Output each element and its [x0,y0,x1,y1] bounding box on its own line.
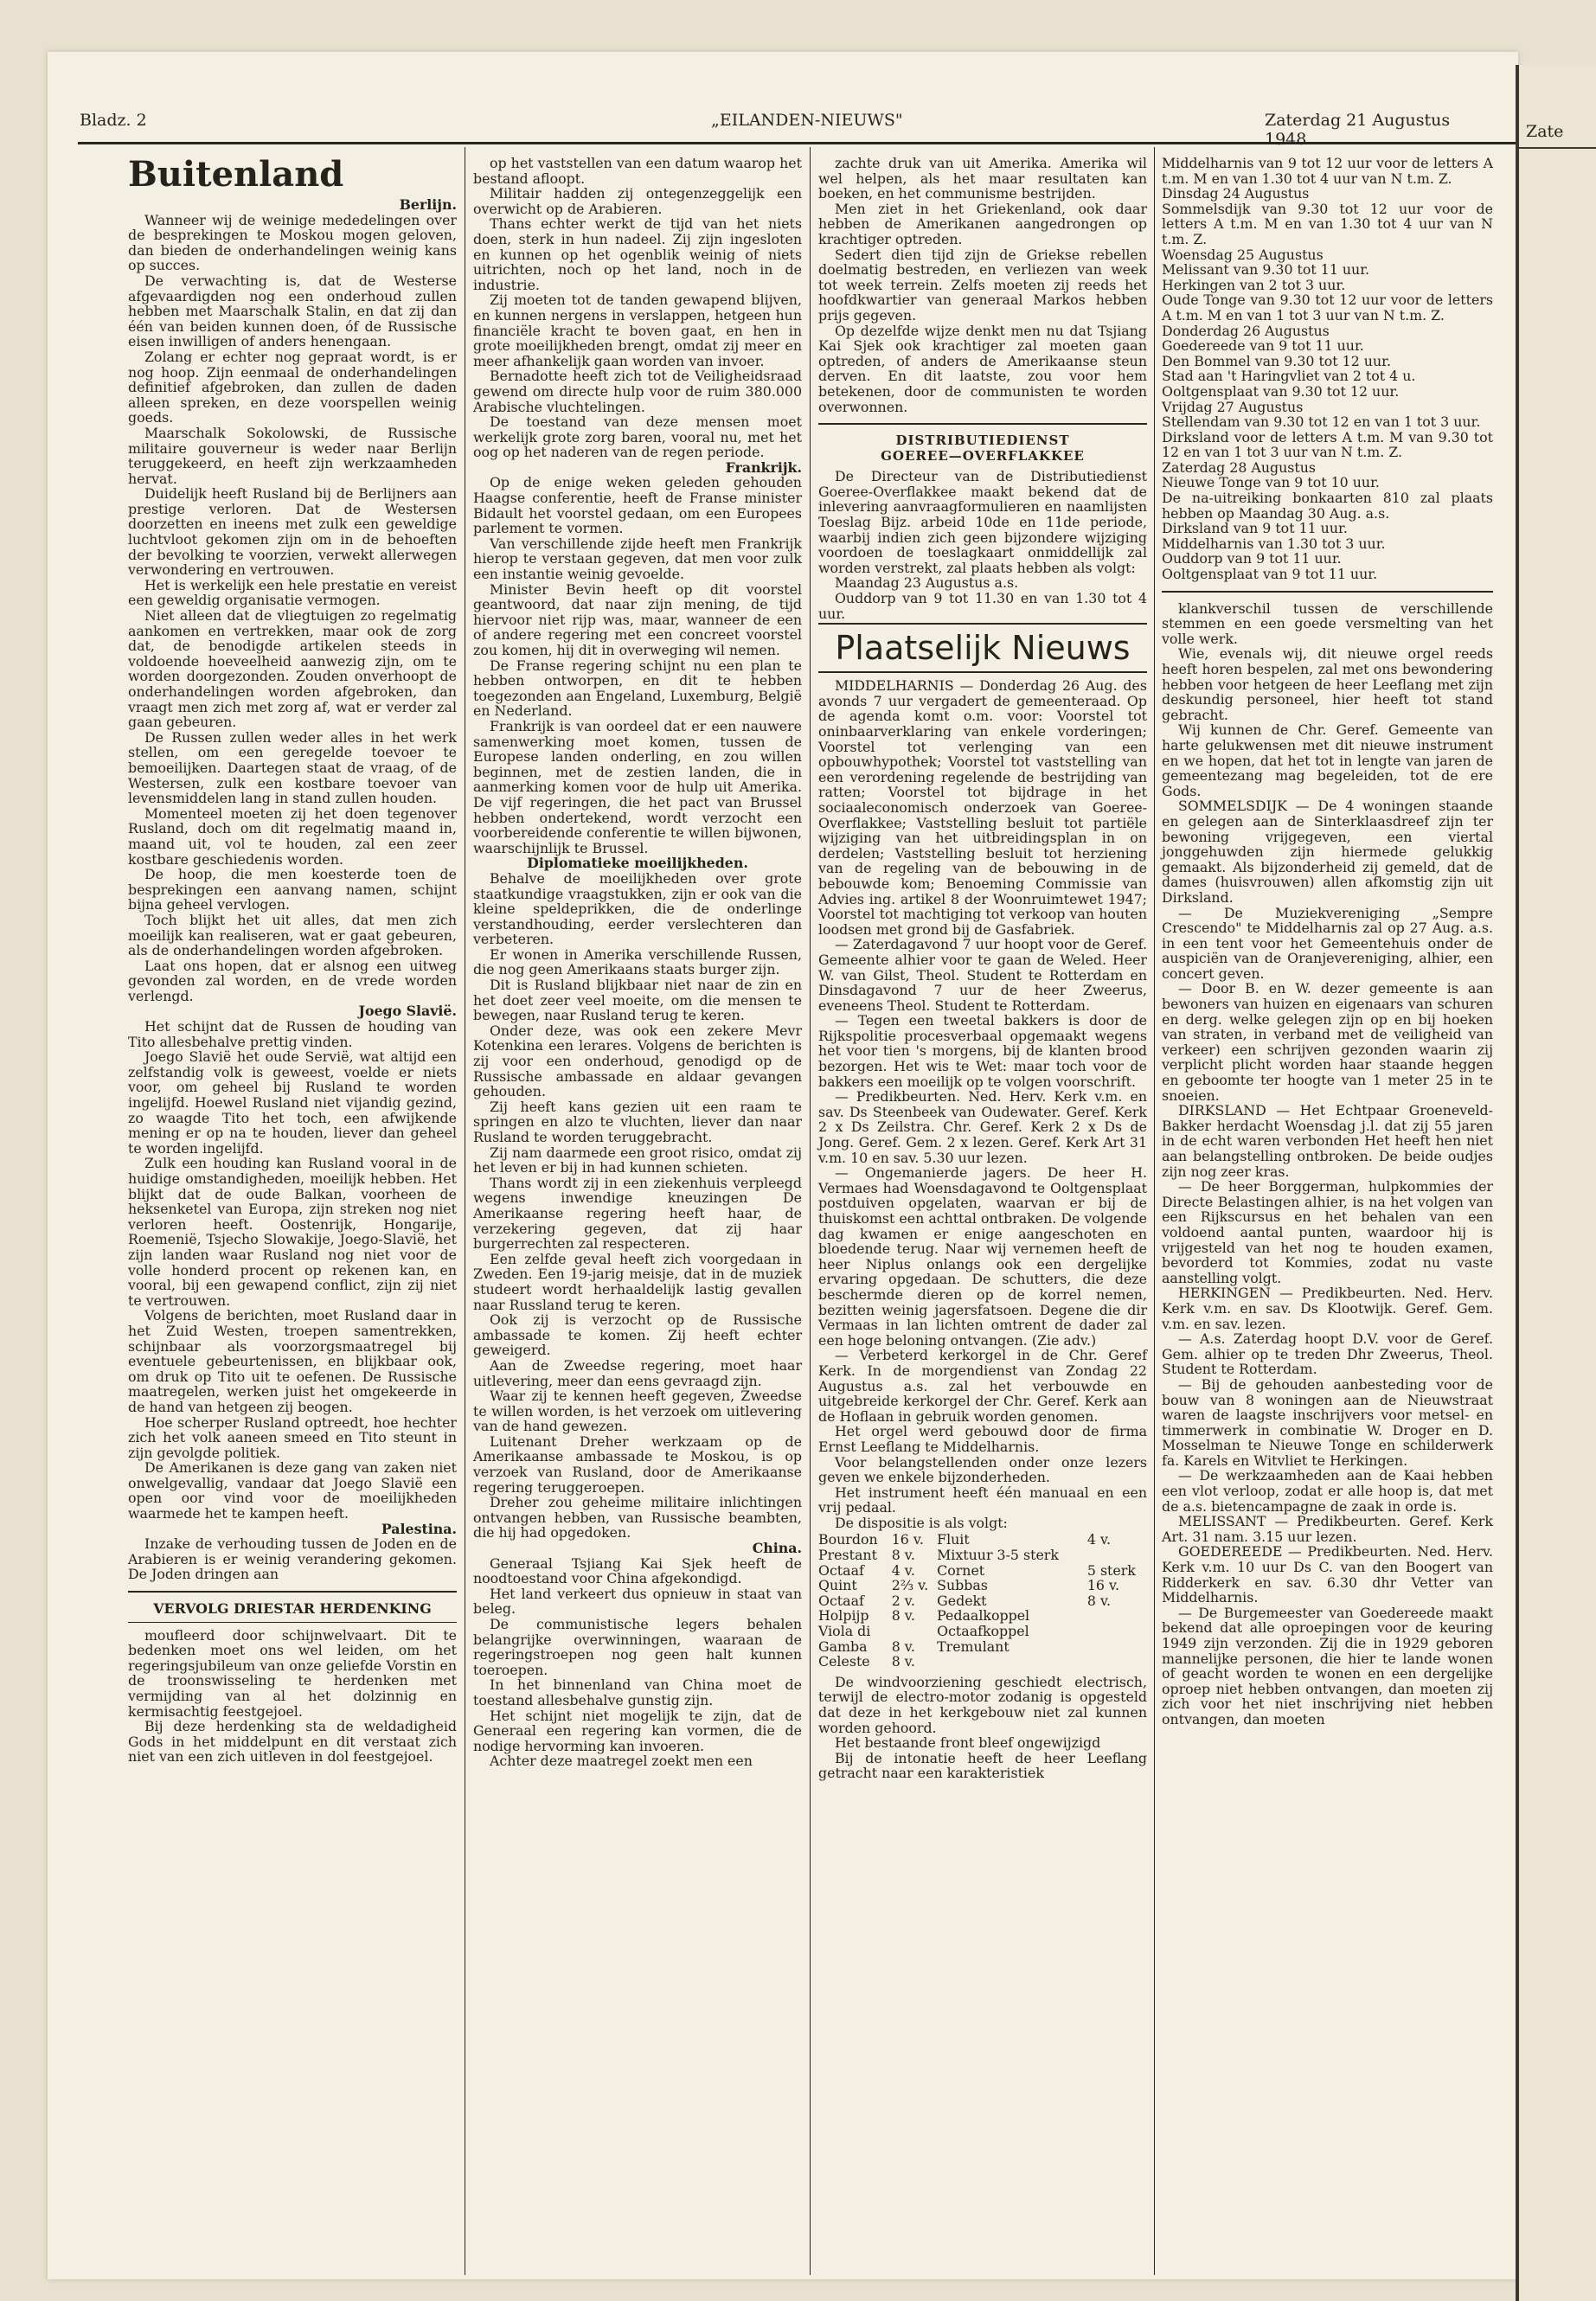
paragraph: Dreher zou geheime militaire inlichtingen ontvangen hebben, van Russische beambten, die hij had opgedoken. [473,1494,802,1541]
organ-row [818,1532,1147,1548]
page-number: Bladz. 2 [80,111,147,130]
article-palestina-continued [473,156,802,460]
paragraph: MELISSANT — Predikbeurten. Geref. Kerk Art. 31 nam. 3.15 uur lezen. [1162,1513,1493,1545]
organ-cell: 16 v. [891,1531,924,1548]
article-frankrijk [473,475,802,856]
organ-row [818,1578,1147,1593]
paragraph: Het schijnt dat de Russen de houding van Tito allesbehalve prettig vinden. [128,1018,457,1050]
paragraph: — Verbeterd kerkorgel in de Chr. Geref Kerk. In de morgendienst van Zondag 22 Augustus a.s. zal het verbouwde en uitgebreide kerkorgel der Chr. Geref. Kerk aan de Hoflaan in gebruik worden genomen. [818,1347,1147,1425]
paragraph: Donderdag 26 Augustus [1162,322,1330,339]
paragraph: Stad aan 't Haringvliet van 2 tot 4 u. [1162,368,1416,385]
paragraph: Goedereede van 9 tot 11 uur. [1162,337,1364,355]
paragraph: Maandag 23 Augustus a.s. [834,574,1019,592]
dateline: Palestina. [381,1520,457,1537]
paragraph: — Bij de gehouden aanbesteding voor de bouw van 8 woningen aan de Nieuwstraat waren de laagste inschrijvers voor metsel- en timmerwerk in combinatie W. Droger en D. Mosselman te Nieuwe Tonge en schilderwerk fa. Karels en Witvliet te Herkingen. [1162,1375,1493,1469]
organ-article-continued [818,1675,1147,1781]
paragraph: Wie, evenals wij, dit nieuwe orgel reeds heeft horen bespelen, zal met ons bewondering hebben voor hetgeen de heer Leeflang met zijn deskundig personeel, hier heeft tot stand gebracht. [1162,645,1493,723]
paragraph: Zolang er echter nog gepraat wordt, is er nog hoop. Zijn eenmaal de onderhandelingen definitief afgebroken, dan zullen de daden alleen spreken, en deze voorspellen weinig goeds. [128,348,457,426]
organ-cell [1087,1608,1147,1624]
organ-cell: Tremulant [937,1638,1010,1655]
paragraph: Waar zij te kennen heeft gegeven, Zweedse te willen worden, is het verzoek om uitlevering van de hand gewezen. [473,1388,802,1435]
paragraph: Wanneer wij de weinige mededelingen over de besprekingen te Moskou mogen geloven, dan bieden de onderhandelingen weinig kans op succes. [128,211,457,274]
organ-row [818,1563,1147,1579]
paragraph: Herkingen van 2 tot 3 uur. [1162,276,1346,293]
paragraph: — Ongemanierde jagers. De heer H. Vermaes had Woensdagavond te Ooltgensplaat postduiven opgelaten, waarvan er bij de thuiskomst een achttal ontbraken. De volgende dag kwamen er enige aangeschoten en bloedende terug. Naar wij vernemen heeft de heer Niplus onlangs ook een dergelijke ervaring opgedaan. De schutters, die deze beschermde dieren op de korrel nemen, bezitten weinig jagersfatsoen. Degene die dir Vermaas in lan lichten omtrent de dader zal een hoge beloning ontvangen. (Zie adv.) [818,1164,1147,1349]
column-divider [810,147,811,2275]
paragraph: — Predikbeurten. Ned. Herv. Kerk v.m. en sav. Ds Steenbeek van Oudewater. Geref. Kerk 2 x Ds Zeilstra. Chr. Geref. Kerk 2 x Ds de Jong. Geref. Gem. 2 x lezen. Geref. Kerk Art 31 v.m. 10 en sav. 5.30 uur lezen. [818,1088,1147,1166]
paragraph: De verwachting is, dat de Westerse afgevaardigden nog een onderhoud zullen hebben met Maarschalk Stalin, en dat zij dan één van beiden kunnen doen, óf de Russische eisen inwilligen of anders henengaan. [128,272,457,350]
organ-cell: Gedekt [937,1592,987,1609]
paragraph: Melissant van 9.30 tot 11 uur. [1162,261,1370,279]
divider [128,1591,457,1593]
paragraph: De Russen zullen weder alles in het werk stellen, om een geregelde toevoer te bemoeilijken. Daartegen staat de vraag, of de Westersen, zulk een kostbare toevoer van levensmiddelen lang in stand zullen houden. [128,728,457,807]
plaatselijk-nieuws-title: Plaatselijk Nieuws [818,623,1147,673]
paragraph: Joego Slavië het oude Servië, wat altijd een zelfstandig volk is geweest, voelde er niets voor, om geheel bij Rusland te worden ingelijfd. Hoewel Rusland niet vijandig gezind, zo waagde Tito het toch, een afwijkende mening er op na te houden, liever dan geheel te worden ingelijfd. [128,1048,457,1157]
paragraph: De Directeur van de Distributiedienst Goeree-Overflakkee maakt bekend dat de inlevering aanvraagformulieren en naamlijsten Toeslag Bijz. arbeid 10de en 11de periode, waarbij indien zich geen bijzondere wijziging voordoen de toeslagkaart onmiddellijk zal worden verstrekt, zal plaats hebben als volgt: [818,468,1147,576]
article-diplomatieke [473,871,802,1541]
adjacent-page-rule [1519,147,1596,149]
paragraph: Een zelfde geval heeft zich voorgedaan in Zweden. Een 19-jarig meisje, dat in de muziek studeert wordt herhaaldelijk lastig gevallen naar Russland terug te keren. [473,1250,802,1313]
paragraph: Vrijdag 27 Augustus [1162,398,1304,415]
paragraph: Stellendam van 9.30 tot 12 en van 1 tot 3 uur. [1162,413,1481,431]
paragraph: Op de enige weken geleden gehouden Haagse conferentie, heeft de Franse minister Bidault het voorstel gedaan, om een Europees parlement te vormen. [473,474,802,537]
column-buitenland [128,156,457,1765]
article-vervolg [128,1628,457,1765]
organ-cell: 2 v. [891,1592,915,1609]
paragraph: op het vaststellen van een datum waarop het bestand afloopt. [473,155,802,187]
dateline: Berlijn. [399,196,457,213]
column-local-news [1162,156,1493,1727]
organ-cell: 8 v. [1086,1592,1112,1609]
paragraph: — A.s. Zaterdag hoopt D.V. voor de Geref. Gem. alhier op te treden Dhr Zweerus, Theol. Student te Rotterdam. [1162,1330,1493,1378]
paragraph: Bernadotte heeft zich tot de Veiligheidsraad gewend om directe hulp voor de ruim 380.000 Arabische vluchtelingen. [473,368,802,415]
paragraph: Zij moeten tot de tanden gewapend blijven, en kunnen nergens in verslappen, hetgeen hun financiële kracht te boven gaat, en hen in grote moeilijkheden brengt, omdat zij meer en meer afhankelijk gaan worden van invoer. [473,292,802,369]
paragraph: Zulk een houding kan Rusland vooral in de huidige omstandigheden, moeilijk hebben. Het blijkt dat de oude Balkan, voorheen de heksenketel van Europa, zijn streken nog niet verloren heeft. Oostenrijk, Hongarije, Roemenië, Tsjecho Slowakije, Joego-Slavië, het zijn landen waar Rusland nog niet voor de volle honderd procent op rekenen kan, en vooral, bij een gewapend conflict, zijn zij niet te vertrouwen. [128,1155,457,1309]
paragraph: Aan de Zweedse regering, moet haar uitlevering, meer dan eens gevraagd zijn. [473,1356,802,1389]
paragraph: Voor belangstellenden onder onze lezers geven we enkele bijzonderheden. [818,1453,1147,1486]
paragraph: Duidelijk heeft Rusland bij de Berlijners aan prestige verloren. Dat de Westersen doorzetten en ineens met zulk een geweldige luchtvloot gekomen zijn om in de behoeften der bevolking te voorzien, verwekt allerwegen verwondering en vertrouwen. [128,485,457,579]
paragraph: — De heer Borggerman, hulpkommies der Directe Belastingen alhier, is na het volgen van een Rijkscursus en het behalen van een voldoend aantal punten, waardoor hij is vrijgesteld van het nog te houden examen, bevorderd tot Kommies, zodat nu vaste aanstelling volgt. [1162,1178,1493,1286]
paragraph: Dinsdag 24 Augustus [1162,185,1310,202]
paragraph: Middelharnis van 9 tot 12 uur voor de letters A t.m. M en van 1.30 tot 4 uur van N t.m. Z. [1162,155,1493,187]
paragraph: Inzake de verhouding tussen de Joden en de Arabieren is er weinig verandering gekomen. De Joden dringen aan [128,1535,457,1583]
paragraph: Woensdag 25 Augustus [1162,246,1324,263]
paragraph: Frankrijk is van oordeel dat er een nauwere samenwerking moet komen, tussen de Europese landen onderling, en zou willen beginnen, met de zestien landen, die in aanmerking komen voor de hulp uit Amerika. De vijf regeringen, die het pact van Brussel hebben ondertekend, wordt verzocht een voorbereidende conferentie te willen bijwonen, waarschijnlijk te Brussel. [473,717,802,856]
article-palestina [128,1536,457,1582]
paragraph: De communistische legers behalen belangrijke overwinningen, waaraan de regeringstroepen nog geen halt kunnen toeroepen. [473,1616,802,1678]
paragraph: GOEDEREEDE — Predikbeurten. Ned. Herv. Kerk v.m. 10 uur Ds C. van den Boogert van Ridderkerk en sav. 6.30 dhr Vetter van Middelharnis. [1162,1543,1493,1606]
paragraph: Sommelsdijk van 9.30 tot 12 uur voor de letters A t.m. M en van 1.30 tot 4 uur van N t.m. Z. [1162,200,1493,247]
dateline: Frankrijk. [725,458,802,476]
paragraph: Niet alleen dat de vliegtuigen zo regelmatig aankomen en vertrekken, maar ook de zorg dat, de benodigde artikelen steeds in voldoende hoeveelheid aanwezig zijn, om te worden doorgezonden. Zouden onverhoopt de onderhandelingen worden afgebroken, dan vraagt men zich met zorg af, wat er verder zal gaan gebeuren. [128,607,457,731]
distributie-schedule [1162,156,1493,582]
organ-cell: 2⅔ v. [891,1577,929,1594]
paragraph: Het orgel werd gebouwd door de firma Ernst Leeflang te Middelharnis. [818,1423,1147,1455]
organ-cell: Holpijp [818,1607,869,1625]
divider [128,1622,457,1623]
organ-cell: Cornet [937,1561,985,1579]
article-china [473,1556,802,1769]
paragraph: Het land verkeert dus opnieuw in staat van beleg. [473,1585,802,1618]
paragraph: Dirksland voor de letters A t.m. M van 9.30 tot 12 en van 1 tot 3 uur van N t.m. Z. [1162,428,1493,461]
paragraph: Generaal Tsjiang Kai Sjek heeft de noodtoestand voor China afgekondigd. [473,1554,802,1587]
paragraph: Zij nam daarmede een groot risico, omdat zij het leven er bij in had kunnen schieten. [473,1144,802,1176]
paragraph: Hoe scherper Rusland optreedt, hoe hechter zich het volk aaneen smeed en Tito steunt in zijn gevolgde politiek. [128,1413,457,1461]
paragraph: DIRKSLAND — Het Echtpaar Groeneveld-Bakker herdacht Woensdag j.l. dat zij 55 jaren in de echt waren verbonden Het heeft hen niet aan belangstelling ontbroken. De beide oudjes zijn nog zeer kras. [1162,1102,1493,1180]
paragraph: zachte druk van uit Amerika. Amerika wil wel helpen, als het maar resultaten kan boeken, en het communisme bestrijden. [818,155,1147,202]
paragraph: Wij kunnen de Chr. Geref. Gemeente van harte gelukwensen met dit nieuwe instrument en we hopen, dat het tot in lengte van jaren de gemeentezang mag begeleiden, tot de ere Gods. [1162,721,1493,799]
paragraph: Ouddorp van 9 tot 11 uur. [1162,550,1342,567]
organ-row [818,1608,1147,1624]
local-news-articles [1162,601,1493,1727]
organ-cell: 4 v. [891,1561,915,1579]
article-china-continued [818,156,1147,414]
organ-cell: Octaaf [818,1592,864,1609]
adjacent-page-header: Zate [1526,122,1564,141]
dateline: Diplomatieke moeilijkheden. [527,855,748,872]
paragraph: Thans wordt zij in een ziekenhuis verpleegd wegens inwendige kneuzingen De Amerikaanse regering heeft haar, de verzekering gegeven, dat zij haar burgerrechten zal respecteren. [473,1174,802,1253]
organ-cell: Pedaalkoppel [937,1607,1030,1625]
paragraph: Nieuwe Tonge van 9 tot 10 uur. [1162,474,1380,491]
paper-name: „EILANDEN-NIEUWS" [711,111,903,130]
box-subtitle: GOEREE—OVERFLAKKEE [881,447,1085,464]
paragraph: De hoop, die men koesterde toen de besprekingen een aanvang namen, schijnt bijna geheel vervlogen. [128,866,457,913]
paragraph: Den Bommel van 9.30 tot 12 uur. [1162,352,1391,369]
organ-cell: Octaaf [818,1561,864,1579]
paragraph: Het instrument heeft één manuaal en een vrij pedaal. [818,1484,1147,1516]
paragraph: Ooltgensplaat van 9.30 tot 12 uur. [1162,382,1400,400]
section-title: Buitenland [128,154,344,195]
paragraph: Dirksland van 9 tot 11 uur. [1162,520,1348,537]
paragraph: Zij heeft kans gezien uit een raam te springen en alzo te vluchten, liever dan naar Rusland te worden teruggebracht. [473,1098,802,1145]
organ-cell: 8 v. [891,1607,915,1625]
paragraph: Er wonen in Amerika verschillende Russen, die nog geen Amerikaans staats burger zijn. [473,945,802,978]
organ-cell: 8 v. [891,1653,915,1670]
organ-cell: 5 sterk [1086,1561,1136,1579]
paragraph: — De werkzaamheden aan de Kaai hebben een vlot verloop, zodat er alle hoop is, dat met de a.s. bietencampagne de zaak in orde is. [1162,1467,1493,1515]
organ-cell: Subbas [937,1577,988,1594]
paragraph: De toestand van deze mensen moet werkelijk grote zorg baren, vooral nu, met het oog op het naderen van de regen periode. [473,413,802,461]
column-divider [1154,147,1155,2275]
paragraph: SOMMELSDIJK — De 4 woningen staande en gelegen aan de Sinterklaasdreef zijn ter bewoning vrijgegeven, een viertal jonggehuwden zijn hiermede gelukkig gemaakt. Als bijzonderheid zij gemeld, dat de dames (huisvrouwen) allen afkomstig zijn uit Dirksland. [1162,798,1493,906]
organ-row [818,1654,1147,1670]
paragraph: Behalve de moeilijkheden over grote staatkundige vraagstukken, zijn er ook van die kleine speldeprikken, die de onderlinge verstandhouding, eerder verslechteren dan verbeteren. [473,869,802,948]
column-plaatselijk [818,156,1147,1781]
organ-row [818,1624,1147,1639]
organ-cell [892,1624,937,1639]
organ-cell [1087,1654,1147,1670]
organ-cell: Octaafkoppel [937,1623,1029,1640]
paragraph: Het is werkelijk een hele prestatie en vereist een geweldig organisatie vermogen. [128,576,457,609]
paragraph: Bij de intonatie heeft de heer Leeflang getracht naar een karakteristiek [818,1749,1147,1782]
paragraph: Ooltgensplaat van 9 tot 11 uur. [1162,566,1378,583]
paragraph: Van verschillende zijde heeft men Frankrijk hierop te verstaan gegeven, dat men voor zulk een instantie weinig gevoelde. [473,535,802,583]
column-buitenland-continued [473,156,802,1769]
organ-cell: 8 v. [891,1547,915,1564]
organ-cell: 8 v. [891,1638,915,1655]
organ-cell [1087,1548,1147,1563]
paragraph: Achter deze maatregel zoekt men een [489,1753,753,1770]
organ-row [818,1593,1147,1609]
paragraph: De Amerikanen is deze gang van zaken niet onwelgevallig, vandaar dat Joego Slavië een open oor vind voor de moeilijkheden waarmede het te kampen heeft. [128,1459,457,1522]
organ-cell [1087,1639,1147,1655]
paragraph: Ook zij is verzocht op de Russische ambassade te komen. Zij heeft echter geweigerd. [473,1311,802,1359]
organ-cell: Fluit [937,1531,970,1548]
paragraph: MIDDELHARNIS — Donderdag 26 Aug. des avonds 7 uur vergadert de gemeenteraad. Op de agenda komt o.m. voor: Voorstel tot oninbaarverklaring van enkele vorderingen; Voorstel tot verlenging van een opbouwhypothek; Voorstel tot vaststelling van een verordening regelende de bestrijding van ratten; Voorstel tot bijdrage in het sociaaleconomisch onderzoek van Goeree-Overflakkee; Vaststelling besluit tot partiële wijziging van het uitbreidingsplan in on derdelen; Vaststelling besluit tot herziening van de regeling van de bebouwing in de bebouwde kom; Benoeming Commissie van Advies ing. artikel 8 der Woonruimtewet 1947; Voorstel tot machtiging tot verkoop van houten loodsen met grond bij de Gasfabriek. [818,677,1147,938]
plaatselijk-articles [818,678,1147,1530]
paragraph: Men ziet in het Griekenland, ook daar hebben de Amerikanen aangedrongen op krachtiger optreden. [818,200,1147,247]
paragraph: klankverschil tussen de verschillende stemmen en een goede versmelting van het volle werk. [1162,599,1493,647]
paragraph: De dispositie is als volgt: [834,1514,1008,1531]
organ-cell: Mixtuur 3-5 sterk [937,1547,1059,1564]
paragraph: — De Muziekvereniging „Sempre Crescendo" te Middelharnis zal op 27 Aug. a.s. in een tent voor het Gemeentehuis onder de auspiciën van de Oranjevereniging, alhier, een concert geven. [1162,904,1493,982]
paragraph: In het binnenland van China moet de toestand allesbehalve gunstig zijn. [473,1676,802,1708]
divider [818,423,1147,425]
paragraph: De na-uitreiking bonkaarten 810 zal plaats hebben op Maandag 30 Aug. a.s. [1162,490,1493,522]
organ-cell: Bourdon [818,1531,878,1548]
organ-cell: Gamba [818,1638,868,1655]
paragraph: Op dezelfde wijze denkt men nu dat Tsjiang Kai Sjek ook krachtiger zal moeten gaan optreden, of anders de Amerikaanse steun derven. En dit laatste, zou voor hem betekenen, door de communisten te worden overwonnen. [818,322,1147,415]
paragraph: Sedert dien tijd zijn de Griekse rebellen doelmatig bestreden, en verliezen van week tot week terrein. Zelfs moeten zij reeds het hoofdkwartier van generaal Markos hebben prijs gegeven. [818,246,1147,324]
organ-cell: Quint [818,1577,857,1594]
organ-cell: Viola di [818,1623,871,1640]
box-title: DISTRIBUTIEDIENST [895,433,1070,449]
paragraph: Momenteel moeten zij het doen tegenover Rusland, doch om dit regelmatig maand in, maand uit, vol te houden, zal een zeer kostbare geschiedenis worden. [128,804,457,868]
dateline: Joego Slavië. [358,1003,457,1020]
masthead [80,111,1490,149]
article-heading: VERVOLG DRIESTAR HERDENKING [153,1600,432,1618]
organ-cell [937,1654,1087,1670]
distributie-notice [818,469,1147,621]
paragraph: Het schijnt niet mogelijk te zijn, dat de Generaal een regering kan vormen, die de nodige hervorming kan invoeren. [473,1707,802,1754]
organ-cell: 4 v. [1086,1531,1112,1548]
paragraph: Militair hadden zij ontegenzeggelijk een overwicht op de Arabieren. [473,185,802,217]
organ-cell: Prestant [818,1547,877,1564]
paragraph: HERKINGEN — Predikbeurten. Ned. Herv. Kerk v.m. en sav. Ds Klootwijk. Geref. Gem. v.m. en sav. lezen. [1162,1285,1493,1332]
issue-date: Zaterdag 21 Augustus 1948 [1265,111,1451,149]
paragraph: moufleerd door schijnwelvaart. Dit te bedenken moet ons wel leiden, om het regeringsjubileum van onze geliefde Vorstin en de troonswisseling te herdenken met vermijding van al het dolzinnig en kermisachtig feestgejoel. [128,1626,457,1720]
paragraph: Thans echter werkt de tijd van het niets doen, sterk in hun nadeel. Zij zijn ingesloten en kunnen op het ogenblik weinig of niets uitrichten, noch op het land, noch in de industrie. [473,215,802,293]
paragraph: De Franse regering schijnt nu een plan te hebben ontworpen, en dit te hebben toegezonden aan Engeland, Luxemburg, België en Nederland. [473,657,802,720]
organ-cell [1087,1624,1147,1639]
paragraph: — De Burgemeester van Goedereede maakt bekend dat alle oproepingen voor de keuring 1949 zijn verzonden. Zij die in 1929 geboren mannelijke personen, die hier te lande wonen of geacht worden te wonen en een dergelijke oproep niet hebben ontvangen, dan moeten zij zich voor het niet inschrijving niet hebben ontvangen, dan moeten [1162,1604,1493,1727]
paragraph: Maarschalk Sokolowski, de Russische militaire gouverneur is weder naar Berlijn teruggekeerd, en heeft zijn werkzaamheden hervat. [128,424,457,487]
paragraph: Volgens de berichten, moet Rusland daar in het Zuid Westen, troepen samentrekken, schijnbaar als voorzorgsmaatregel bij eventuele gebeurtenissen, en blijkbaar ook, om druk op Tito uit te oefenen. De Russische maatregelen, werken juist het omgekeerde in de hand van hetgeen zij beogen. [128,1307,457,1415]
organ-row [818,1548,1147,1563]
paragraph: Dit is Rusland blijkbaar niet naar de zin en het doet zeer veel moeite, om die mensen te bewegen, naar Rusland terug te keren. [473,977,802,1024]
paragraph: Toch blijkt het uit alles, dat men zich moeilijk kan realiseren, wat er gaat gebeuren, als de onderhandelingen worden afgebroken. [128,911,457,959]
article-berlijn [128,213,457,1004]
paragraph: — Door B. en W. dezer gemeente is aan bewoners van huizen en eigenaars van schuren en derg. welke gelegen zijn op en bij hoeken van straten, in verband met de veiligheid van verkeer) een schrijven gezonden waarin zij verplicht plicht worden haar staande heggen en geboomte ter hoogte van 1 meter 25 in te snoeien. [1162,980,1493,1104]
adjacent-page-edge [1516,65,1596,2301]
dateline: China. [752,1540,802,1557]
organ-cell: 16 v. [1086,1577,1120,1594]
paragraph: De windvoorziening geschiedt electrisch, terwijl de electro-motor zodanig is opgesteld dat deze in het kerkgebouw niet zal kunnen worden gehoord. [818,1673,1147,1736]
paragraph: Bij deze herdenking sta de weldadigheid Gods in het middelpunt en dit verstaat zich niet van een zich uitleven in dol feestgejoel. [128,1718,457,1766]
organ-row [818,1639,1147,1655]
paragraph: Minister Bevin heeft op dit voorstel geantwoord, dat naar zijn mening, de tijd hiervoor niet rijp was, maar, wanneer de een of andere regering met een concreet voorstel zou komen, hij dit in overweging wil nemen. [473,580,802,658]
organ-cell: Celeste [818,1653,870,1670]
paragraph: Middelharnis van 1.30 tot 3 uur. [1162,535,1386,552]
paragraph: Zaterdag 28 Augustus [1162,458,1317,476]
organ-disposition-table [818,1532,1147,1669]
divider [1162,591,1493,593]
paragraph: Het bestaande front bleef ongewijzigd [834,1734,1101,1752]
paragraph: — Zaterdagavond 7 uur hoopt voor de Geref. Gemeente alhier voor te gaan de Weled. Heer W. van Gilst, Theol. Student te Rotterdam en Dinsdagavond 7 uur de heer Zweerus, eveneens Theol. Student te Rotterdam. [818,936,1147,1014]
article-joego-slavie [128,1019,457,1522]
paragraph: Ouddorp van 9 tot 11.30 en van 1.30 tot 4 uur. [818,590,1147,622]
paragraph: Luitenant Dreher werkzaam op de Amerikaanse ambassade te Moskou, is op verzoek van Rusland, door de Amerikaanse regering teruggeroepen. [473,1433,802,1496]
paragraph: Onder deze, was ook een zekere Mevr Kotenkina een lerares. Volgens de berichten is zij voor een onderhoud, genodigd op de Russische ambassade en aldaar gevangen gehouden. [473,1022,802,1100]
paragraph: Oude Tonge van 9.30 tot 12 uur voor de letters A t.m. M en van 1 tot 3 uur van N t.m. Z. [1162,292,1493,324]
paragraph: Laat ons hopen, dat er alsnog een uitweg gevonden zal worden, en de vrede worden verlengd. [128,957,457,1004]
paragraph: — Tegen een tweetal bakkers is door de Rijkspolitie procesverbaal opgemaakt wegens het voor tien 's morgens, bij de klanten brood bezorgen. Het wis te Wet: maar toch voor de bakkers een moeilijk op te volgen voorschrift. [818,1012,1147,1090]
